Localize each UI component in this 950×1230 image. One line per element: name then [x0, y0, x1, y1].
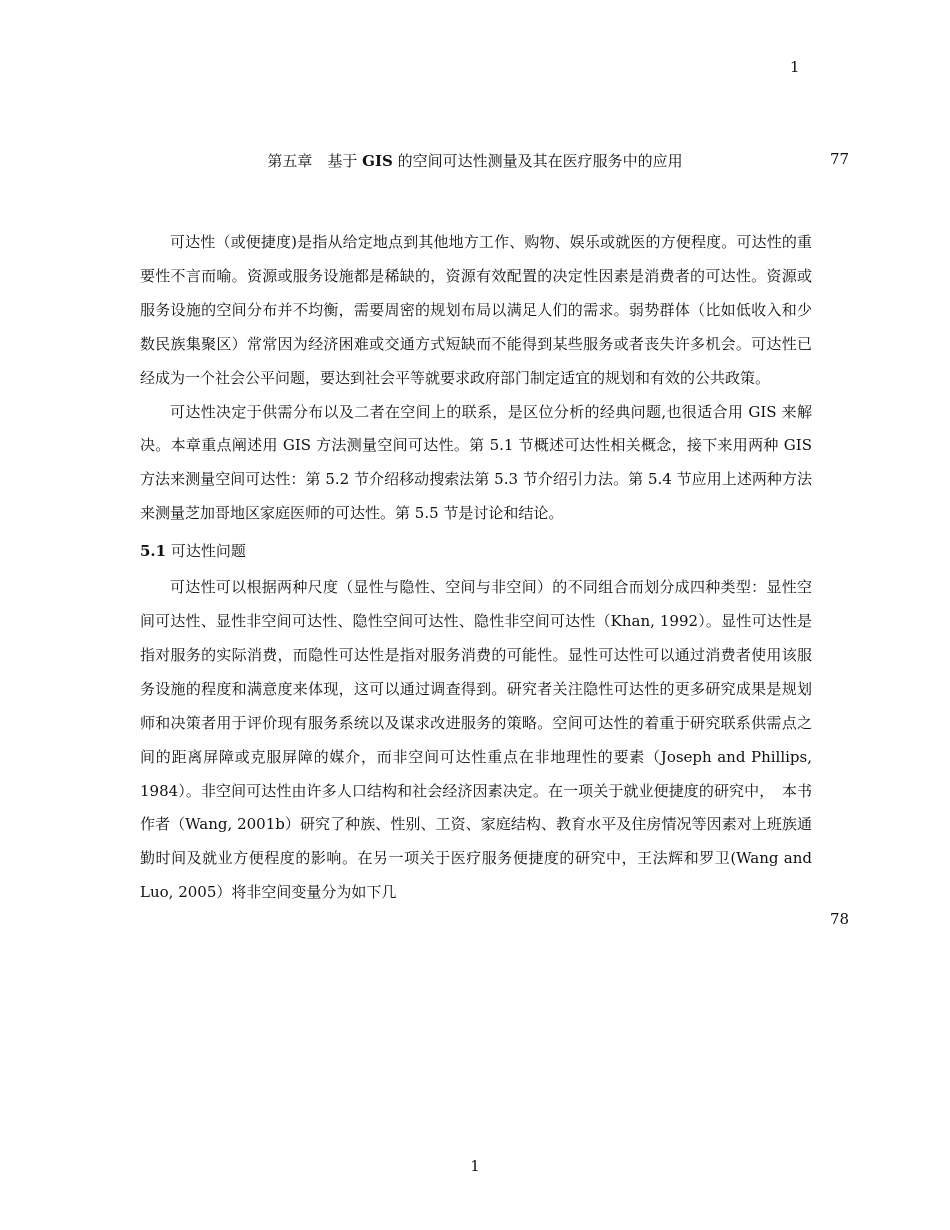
chapter-title-suffix: 的空间可达性测量及其在医疗服务中的应用 — [392, 152, 683, 170]
intro-paragraph-2: 可达性决定于供需分布以及二者在空间上的联系，是区位分析的经典问题,也很适合用 GIS 来解决。本章重点阐述用 GIS 方法测量空间可达性。第 5.1 节概述可达性相关概念，接下来用两种 GIS 方法来测量空间可达性：第 5.2 节介绍移动搜索法第 5.3 节介绍引力法。第 5.4 节应用上述两种方法来测量芝加哥地区家庭医师的可达性。第 5.5 节是讨论和结论。 — [140, 402, 812, 523]
chapter-title-gis: GIS — [362, 152, 393, 170]
section-title: 可达性问题 — [166, 542, 246, 561]
page-number-bottom: 1 — [470, 1157, 480, 1175]
page-number-top: 1 — [790, 58, 800, 76]
page-body — [140, 226, 812, 910]
section-paragraph-1: 可达性可以根据两种尺度（显性与隐性、空间与非空间）的不同组合而划分成四种类型：显性空间可达性、显性非空间可达性、隐性空间可达性、隐性非空间可达性（Khan, 1992）。显性可达性是指对服务的实际消费，而隐性可达性是指对服务消费的可能性。显性可达性可以通过消费者使用该服务设施的程度和满意度来体现，这可以通过调查得到。研究者关注隐性可达性的更多研究成果是规划师和决策者用于评价现有服务系统以及谋求改进服务的策略。空间可达性的着重于研究联系供需点之间的距离屏障或克服屏障的媒介，而非空间可达性重点在非地理性的要素（Joseph and Phillips, 1984）。非空间可达性由许多人口结构和社会经济因素决定。在一项关于就业便捷度的研究中， 本书作者（Wang, 2001b）研究了种族、性别、工资、家庭结构、教育水平及住房情况等因素对上班族通勤时间及就业方便程度的影响。在另一项关于医疗服务便捷度的研究中，王法辉和罗卫(Wang and Luo, 2005）将非空间变量分为如下几 — [140, 578, 812, 902]
intro-paragraph-1: 可达性（或便捷度)是指从给定地点到其他地方工作、购物、娱乐或就医的方便程度。可达性的重要性不言而喻。资源或服务设施都是稀缺的，资源有效配置的决定性因素是消费者的可达性。资源或服务设施的空间分布并不均衡，需要周密的规划布局以满足人们的需求。弱势群体（比如低收入和少数民族集聚区）常常因为经济困难或交通方式短缺而不能得到某些服务或者丧失许多机会。可达性已经成为一个社会公平问题，要达到社会平等就要求政府部门制定适宜的规划和有效的公共政策。 — [140, 233, 812, 387]
chapter-title — [0, 150, 950, 171]
margin-line-number-77: 77 — [830, 150, 850, 168]
section-heading — [140, 535, 812, 569]
margin-line-number-78: 78 — [830, 910, 850, 928]
chapter-title-prefix: 第五章 基于 — [267, 152, 363, 170]
section-number: 5.1 — [140, 542, 167, 561]
